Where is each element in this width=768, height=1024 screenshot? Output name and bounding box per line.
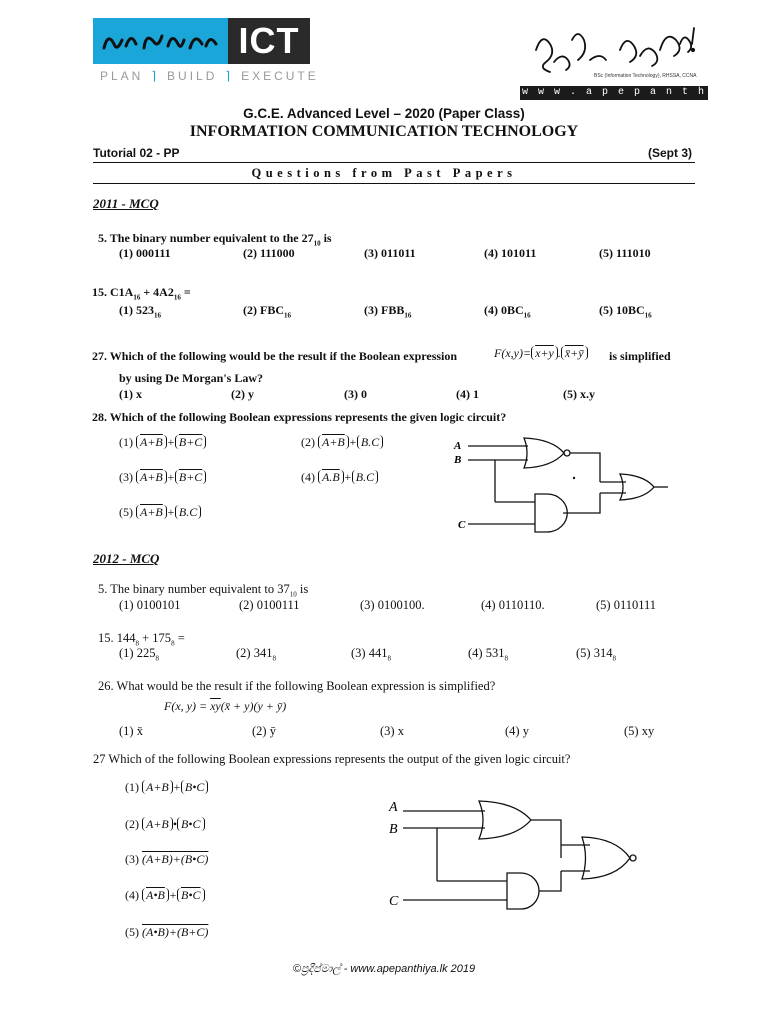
- q27-2011-expression: F(x,y)= x+y . x̄+ȳ: [494, 346, 588, 361]
- q26-2012-option-5: (5) xy: [624, 724, 655, 738]
- nor-bubble-2: [630, 855, 636, 861]
- q5-2011-stem: 5. The binary number equivalent to the $27_{10}$ is: [98, 231, 332, 248]
- date-label: (Sept 3): [648, 146, 693, 160]
- q5-2012-stem: 5. The binary number equivalent to $37_{10}$ is: [98, 582, 309, 599]
- footer-copyright: ©ප්‍රදීප්මාල් - www.apepanthiya.lk 2019: [292, 963, 476, 975]
- section-2011-title: 2011 - MCQ: [93, 196, 159, 211]
- q28-2011-logic-circuit: [450, 432, 670, 537]
- q15-2012-option-2: (2) $341_8$: [236, 646, 276, 663]
- q5-2012-option-1: (1) 0100101: [119, 598, 181, 612]
- q5-2011-option-2: (2) 111000: [243, 246, 295, 260]
- tutorial-label: Tutorial 02 - PP: [93, 146, 180, 160]
- label-b-2012: B: [389, 822, 398, 837]
- label-a-2012: A: [389, 800, 398, 815]
- q15-2012-stem: 15. $144_8 + 175_8$ =: [98, 631, 185, 648]
- q28-2011-option-3: (3) A+B + B+C: [119, 470, 206, 485]
- q15-2012-option-4: (4) $531_8$: [468, 646, 508, 663]
- or-gate-1: [479, 801, 531, 839]
- q5-2012-option-4: (4) 0110110.: [481, 598, 545, 612]
- q15-2011-option-1: (1) $523_{16}$: [119, 303, 161, 320]
- q28-2011-option-5: (5) A+B + B.C: [119, 505, 201, 520]
- sinhala-logo-script: [98, 22, 224, 58]
- nor-gate-2: [582, 837, 630, 879]
- q15-2011-option-3: (3) $FBB_{16}$: [364, 303, 412, 320]
- header-rule: [93, 162, 695, 163]
- q26-2012-option-4: (4) y: [505, 724, 529, 738]
- q15-2011-option-4: (4) $0BC_{16}$: [484, 303, 531, 320]
- q26-2012-stem: 26. What would be the result if the following Boolean expression is simplified?: [98, 679, 496, 693]
- q27-2012-logic-circuit: [385, 795, 655, 915]
- q28-2011-option-1: (1) A+B + B+C: [119, 435, 206, 450]
- q27-2011-option-5: (5) x.y: [563, 387, 595, 401]
- q5-2011-option-5: (5) 111010: [599, 246, 651, 260]
- or-gate: [620, 474, 654, 500]
- q15-2011-option-2: (2) $FBC_{16}$: [243, 303, 291, 320]
- q28-2011-option-4: (4) A.B + B.C: [301, 470, 378, 485]
- q5-2011-option-1: (1) 000111: [119, 246, 171, 260]
- q27-2011-line2: by using De Morgan's Law?: [119, 371, 264, 385]
- q5-2012-option-5: (5) 0110111: [596, 598, 657, 612]
- label-c-2012: C: [389, 894, 399, 909]
- q27-2011-stem-end: is simplified: [609, 349, 671, 363]
- website-bar: w w w . a p e p a n t h i y a . l k: [521, 87, 707, 112]
- q26-2012-option-2: (2) ȳ: [252, 724, 276, 738]
- nor-bubble-1: [564, 450, 570, 456]
- label-c: C: [458, 519, 466, 531]
- q26-2012-option-3: (3) x: [380, 724, 404, 738]
- signature-caption: BSc (Information Technology), RHSSA, CCNA: [594, 73, 697, 79]
- q27-2011-option-4: (4) 1: [456, 387, 479, 401]
- section-rule: [93, 183, 695, 184]
- brand-tagline: PLAN ⌉ BUILD ⌉ EXECUTE: [100, 69, 319, 83]
- q15-2011-option-5: (5) $10BC_{16}$: [599, 303, 652, 320]
- q27-2012-option-1: (1) A+B + B•C: [125, 780, 208, 795]
- q15-2012-option-1: (1) $225_8$: [119, 646, 159, 663]
- q5-2012-option-3: (3) 0100100.: [360, 598, 425, 612]
- label-b: B: [454, 454, 462, 466]
- q15-2012-option-3: (3) $441_8$: [351, 646, 391, 663]
- q15-2012-option-5: (5) $314_8$: [576, 646, 616, 663]
- q5-2012-option-2: (2) 0100111: [239, 598, 300, 612]
- q27-2012-option-2: (2) A+B • B•C: [125, 817, 205, 832]
- nor-gate-1: [524, 438, 564, 468]
- q5-2011-option-3: (3) 011011: [364, 246, 416, 260]
- ict-logo-text: ICT: [228, 18, 310, 64]
- q27-2011-option-3: (3) 0: [344, 387, 367, 401]
- q27-2012-option-3: (3) (A+B)+(B•C): [125, 852, 209, 866]
- q27-2012-stem: 27 Which of the following Boolean expressions represents the output of the given logic circuit?: [93, 752, 571, 766]
- section-2012-title: 2012 - MCQ: [93, 551, 160, 566]
- and-gate-2: [507, 873, 539, 909]
- subject-title: INFORMATION COMMUNICATION TECHNOLOGY: [189, 123, 579, 140]
- and-gate: [535, 494, 567, 532]
- label-a: A: [454, 440, 462, 452]
- q28-2011-stem: 28. Which of the following Boolean expressions represents the given logic circuit?: [92, 410, 507, 424]
- q5-2011-option-4: (4) 101011: [484, 246, 537, 260]
- q15-2011-stem: 15. $C1A_{16} + 4A2_{16}$ =: [92, 285, 191, 302]
- q26-2012-expression: F(x, $y) = \overline{xy}(x̄ + y)(y$ + ȳ): [164, 699, 287, 713]
- q26-2012-option-1: (1) x̄: [119, 724, 143, 738]
- exam-title: G.C.E. Advanced Level – 2020 (Paper Class): [243, 106, 525, 121]
- section-heading: Questions from Past Papers: [251, 166, 517, 180]
- q27-2011-option-1: (1) x: [119, 387, 142, 401]
- q27-2011-stem: 27. Which of the following would be the result if the Boolean expression: [92, 349, 458, 363]
- q27-2011-option-2: (2) y: [231, 387, 254, 401]
- q27-2012-option-5: (5) (A•B)+(B+C): [125, 925, 209, 939]
- q27-2012-option-4: (4) A•B + B•C: [125, 888, 205, 903]
- q28-2011-option-2: (2) A+B + B.C: [301, 435, 383, 450]
